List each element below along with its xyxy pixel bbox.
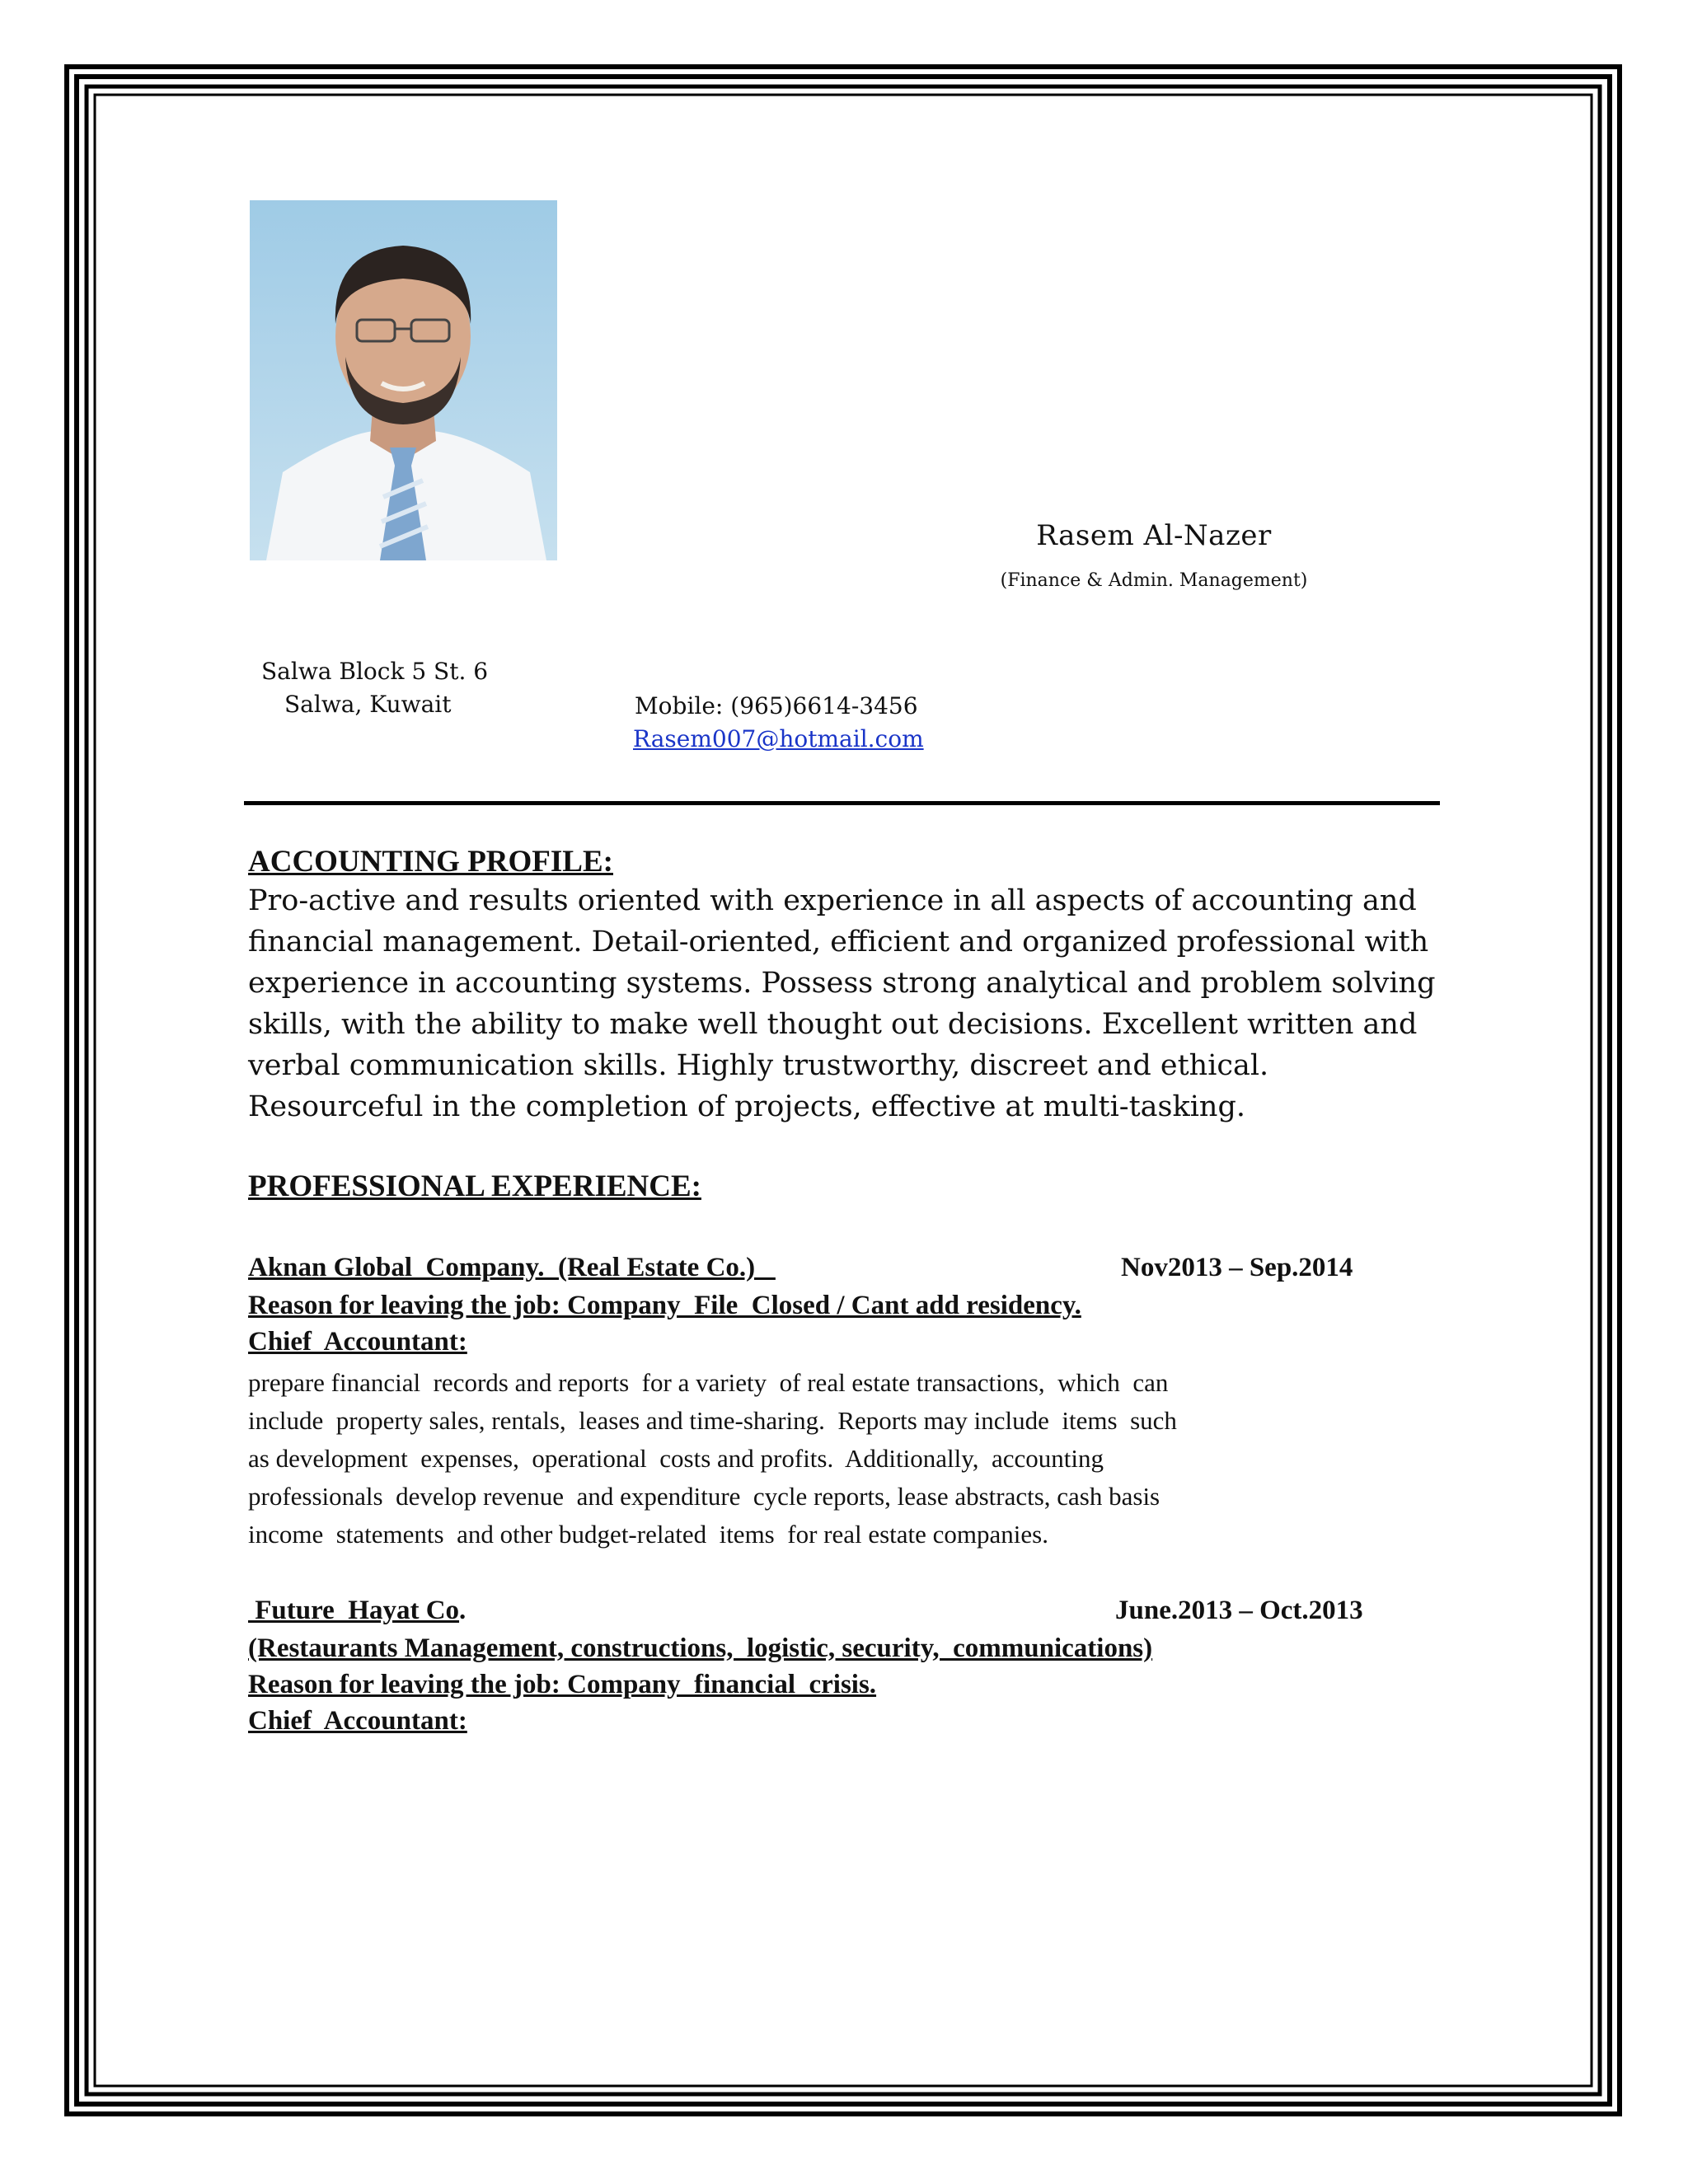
candidate-name: Rasem Al-Nazer bbox=[1036, 519, 1272, 552]
profile-line: Resourceful in the completion of projects, effective at multi-tasking. bbox=[248, 1090, 1245, 1123]
header-divider bbox=[244, 801, 1440, 805]
address-line-2: Salwa, Kuwait bbox=[284, 691, 452, 718]
profile-photo bbox=[250, 200, 557, 560]
address-line-1: Salwa Block 5 St. 6 bbox=[261, 658, 489, 685]
job-reason: Reason for leaving the job: Company financial crisis. bbox=[248, 1670, 877, 1699]
profile-line: experience in accounting systems. Possess strong analytical and problem solving bbox=[248, 967, 1436, 1000]
job-company: Future Hayat Co bbox=[248, 1596, 460, 1625]
job-company: Aknan Global Company. (Real Estate Co.) bbox=[248, 1253, 776, 1282]
job-reason: Reason for leaving the job: Company File Closed / Cant add residency. bbox=[248, 1291, 1081, 1320]
email-link[interactable]: Rasem007@hotmail.com bbox=[633, 725, 924, 752]
job-description-line: income statements and other budget-related items for real estate companies. bbox=[248, 1520, 1048, 1549]
job-description-line: include property sales, rentals, leases and time-sharing. Reports may include items such bbox=[248, 1406, 1177, 1435]
job-company-suffix: . bbox=[459, 1596, 467, 1625]
profile-line: skills, with the ability to make well thought out decisions. Excellent written and bbox=[248, 1008, 1418, 1041]
job-dates: Nov2013 – Sep.2014 bbox=[1121, 1253, 1353, 1282]
job-description-line: as development expenses, operational costs and profits. Additionally, accounting bbox=[248, 1444, 1104, 1473]
candidate-name-block bbox=[948, 519, 1360, 552]
profile-line: financial management. Detail-oriented, efficient and organized professional with bbox=[248, 926, 1429, 958]
job-role: Chief Accountant: bbox=[248, 1706, 467, 1736]
job-description-line: professionals develop revenue and expenditure cycle reports, lease abstracts, cash basis bbox=[248, 1482, 1160, 1511]
job-description-line: prepare financial records and reports for a variety of real estate transactions, which can bbox=[248, 1368, 1169, 1397]
job-role: Chief Accountant: bbox=[248, 1327, 467, 1357]
job-sector: (Restaurants Management, constructions, logistic, security, communications) bbox=[248, 1633, 1153, 1663]
job-company-row bbox=[248, 1596, 466, 1626]
job-dates: June.2013 – Oct.2013 bbox=[1115, 1596, 1363, 1625]
professional-experience-heading: PROFESSIONAL EXPERIENCE: bbox=[248, 1169, 701, 1203]
mobile-number: Mobile: (965)6614-3456 bbox=[635, 692, 918, 719]
profile-line: verbal communication skills. Highly trustworthy, discreet and ethical. bbox=[248, 1049, 1269, 1082]
accounting-profile-heading: ACCOUNTING PROFILE: bbox=[248, 845, 613, 879]
profile-line: Pro-active and results oriented with experience in all aspects of accounting and bbox=[248, 884, 1417, 917]
candidate-title: (Finance & Admin. Management) bbox=[1000, 570, 1308, 591]
